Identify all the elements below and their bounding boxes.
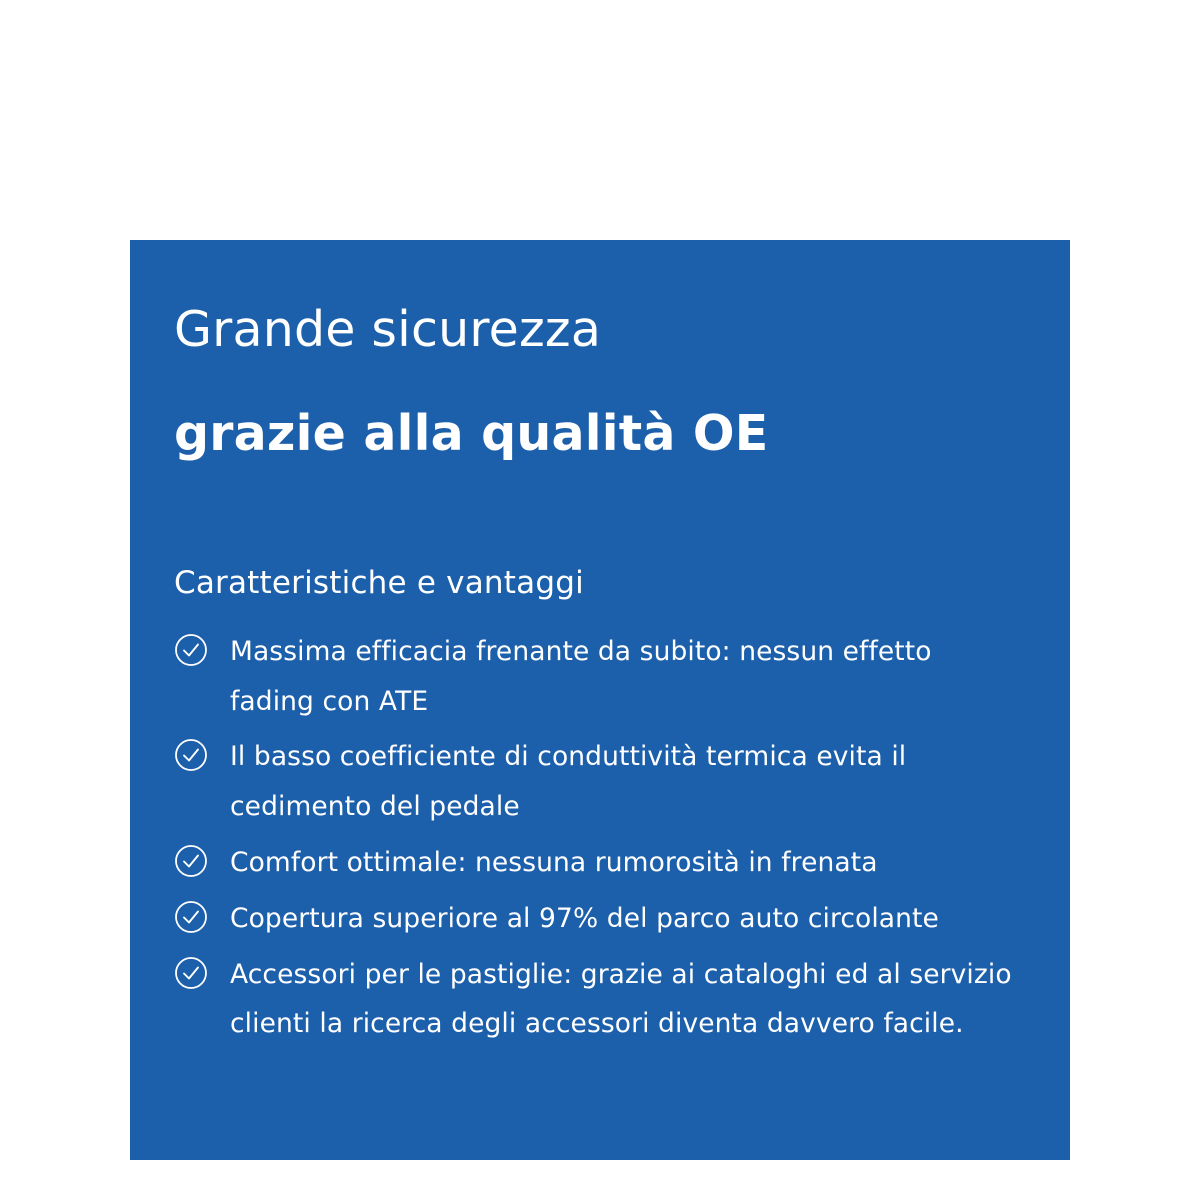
list-item (174, 950, 1012, 1050)
benefit-text: Copertura superiore al 97% del parco auto circolante (230, 902, 939, 934)
feature-panel (130, 240, 1070, 1160)
headline-secondary: grazie alla qualità OE (174, 405, 769, 463)
list-item (174, 732, 1012, 832)
benefit-text: Accessori per le pastiglie: grazie ai cataloghi ed al servizio clienti la ricerca degli accessori diventa davvero facile. (230, 958, 1012, 1040)
check-circle-icon (174, 738, 208, 772)
benefit-text: Massima efficacia frenante da subito: nessun effetto fading con ATE (230, 635, 932, 717)
list-item (174, 894, 1012, 944)
benefits-subheading: Caratteristiche e vantaggi (174, 564, 584, 601)
list-item (174, 627, 1012, 727)
check-circle-icon (174, 844, 208, 878)
check-circle-icon (174, 633, 208, 667)
headline-primary: Grande sicurezza (174, 301, 602, 358)
benefit-text: Il basso coefficiente di conduttività termica evita il cedimento del pedale (230, 741, 907, 823)
check-circle-icon (174, 956, 208, 990)
benefits-list (174, 601, 1012, 1050)
benefit-text: Comfort ottimale: nessuna rumorosità in frenata (230, 846, 878, 878)
list-item (174, 838, 1012, 888)
check-circle-icon (174, 900, 208, 934)
